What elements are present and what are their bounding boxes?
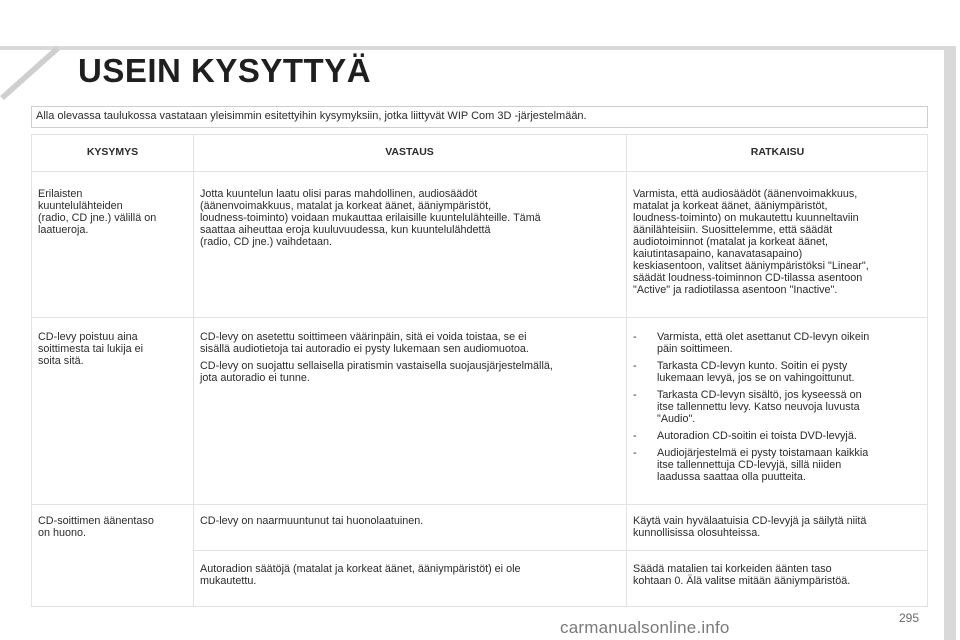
row1-question — [38, 188, 188, 236]
row2-solution — [633, 331, 925, 488]
watermark: carmanualsonline.info — [560, 618, 730, 637]
row1-answer — [200, 188, 620, 248]
list-item — [633, 360, 925, 384]
header-answer: VASTAUS — [385, 146, 434, 158]
row3-question — [38, 515, 188, 539]
text-line: äänilähteisiin. Suosittelemme, että säädät — [633, 224, 833, 236]
answer-paragraph — [200, 360, 620, 384]
text-line: Jotta kuuntelun laatu olisi paras mahdollinen, audiosäädöt — [200, 188, 478, 200]
text-line: matalat ja korkeat äänet, ääniympäristöt, — [633, 200, 828, 212]
text-line: loudness-toiminto) on mukautettu kuunneltaviin — [633, 212, 859, 224]
text-line: Tarkasta CD-levyn kunto. Soitin ei pysty — [657, 360, 848, 372]
row3-answer — [200, 515, 620, 527]
row-divider — [32, 504, 927, 505]
text-line: soita sitä. — [38, 355, 84, 367]
text-line: "Active" ja radiotilassa asentoon "Inactive". — [633, 284, 838, 296]
column-divider — [193, 135, 194, 606]
text-line: Audiojärjestelmä ei pysty toistamaan kaikkia — [657, 447, 869, 459]
row-divider — [32, 317, 927, 318]
text-line: kaiutintasapaino, kanavatasapaino) — [633, 248, 803, 260]
text-line: keskiasentoon, valitset ääniympäristöksi "Linear", — [633, 260, 869, 272]
text-line: lukemaan levyä, jos se on vahingoittunut. — [657, 372, 855, 384]
text-line: itse tallennettu levy. Katso neuvoja luvusta — [657, 401, 860, 413]
list-item — [633, 430, 925, 442]
text-line: laatueroja. — [38, 224, 89, 236]
text-line: on huono. — [38, 527, 87, 539]
side-tab-bar — [944, 46, 956, 640]
bullet-dash: - — [633, 360, 637, 372]
column-divider — [626, 135, 627, 606]
faq-table — [31, 134, 928, 607]
bullet-dash: - — [633, 447, 637, 459]
header-divider — [0, 46, 944, 50]
text-line: mukautettu. — [200, 575, 257, 587]
text-line: jota autoradio ei tunne. — [200, 372, 310, 384]
text-line: Autoradion CD-soitin ei toista DVD-levyjä. — [657, 430, 857, 442]
intro-text: Alla olevassa taulukossa vastataan yleisimmin esitettyihin kysymyksiin, jotka liittyvät WIP Com 3D -järjestelmään. — [36, 110, 587, 122]
row4-solution — [633, 563, 925, 587]
bullet-dash: - — [633, 430, 637, 442]
list-item — [633, 389, 925, 425]
text-line: säädät loudness-toiminnon CD-tilassa asentoon — [633, 272, 863, 284]
text-line: CD-levy poistuu aina — [38, 331, 138, 343]
text-line: Käytä vain hyvälaatuisia CD-levyjä ja säilytä niitä — [633, 515, 867, 527]
text-line: kunnollisissa olosuhteissa. — [633, 527, 761, 539]
header-question: KYSYMYS — [86, 146, 139, 158]
row-divider — [193, 550, 927, 551]
text-line: Säädä matalien tai korkeiden äänten taso — [633, 563, 832, 575]
text-line: audiotoiminnot (matalat ja korkeat äänet, — [633, 236, 829, 248]
text-line: laadussa saattaa olla puutteita. — [657, 471, 806, 483]
solution-list — [633, 331, 925, 483]
text-line: soittimesta tai lukija ei — [38, 343, 144, 355]
text-line: CD-levy on suojattu sellaisella piratismin vastaisella suojausjärjestelmällä, — [200, 360, 553, 372]
row4-answer — [200, 563, 620, 587]
text-line: (äänenvoimakkuus, matalat ja korkeat äänet, ääniympäristöt, — [200, 200, 492, 212]
answer-paragraph — [200, 331, 620, 355]
text-line: Autoradion säätöjä (matalat ja korkeat äänet, ääniympäristöt) ei ole — [200, 563, 521, 575]
text-line: itse tallennettuja CD-levyjä, sillä niiden — [657, 459, 842, 471]
text-line: CD-soittimen äänentaso — [38, 515, 154, 527]
list-item — [633, 447, 925, 483]
row1-solution — [633, 188, 925, 296]
text-line: Varmista, että audiosäädöt (äänenvoimakkuus, — [633, 188, 858, 200]
text-line: (radio, CD jne.) vaihdetaan. — [200, 236, 333, 248]
page-number: 295 — [899, 611, 920, 625]
text-line: CD-levy on asetettu soittimeen väärinpäin, sitä ei voida toistaa, se ei — [200, 331, 527, 343]
bullet-dash: - — [633, 389, 637, 401]
text-line: CD-levy on naarmuuntunut tai huonolaatuinen. — [200, 515, 424, 527]
text-line: saattaa aiheuttaa eroja kuuluvuudessa, kun kuuntelulähdettä — [200, 224, 491, 236]
text-line: (radio, CD jne.) välillä on — [38, 212, 157, 224]
text-line: Varmista, että olet asettanut CD-levyn oikein — [657, 331, 870, 343]
row-divider — [32, 171, 927, 172]
text-line: loudness-toiminto) voidaan mukauttaa erilaisille kuuntelulähteille. Tämä — [200, 212, 541, 224]
text-line: päin soittimeen. — [657, 343, 733, 355]
row2-question — [38, 331, 188, 367]
text-line: sisällä audiotietoja tai autoradio ei pysty lukemaan sen audiomuotoa. — [200, 343, 529, 355]
header-solution: RATKAISU — [750, 146, 805, 158]
row2-answer — [200, 331, 620, 389]
bullet-dash: - — [633, 331, 637, 343]
text-line: "Audio". — [657, 413, 696, 425]
row3-solution — [633, 515, 925, 539]
corner-decoration — [0, 0, 60, 100]
list-item — [633, 331, 925, 355]
text-line: kuuntelulähteiden — [38, 200, 123, 212]
text-line: Tarkasta CD-levyn sisältö, jos kyseessä on — [657, 389, 862, 401]
text-line: Erilaisten — [38, 188, 83, 200]
page-title: USEIN KYSYTTYÄ — [78, 52, 372, 89]
text-line: kohtaan 0. Älä valitse mitään ääniympäristöä. — [633, 575, 851, 587]
